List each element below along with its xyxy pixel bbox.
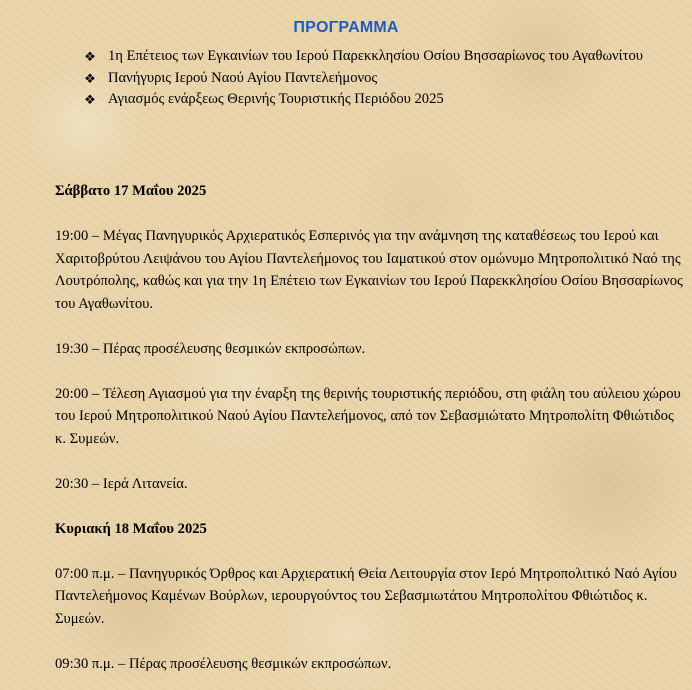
day-heading-sunday: Κυριακή 18 Μαΐου 2025 bbox=[55, 520, 207, 537]
schedule-entry: 20:00 – Τέλεση Αγιασμού για την έναρξη της θερινής τουριστικής περιόδου, στη φιάλη του αύλειου χώρου του Ιερού Μητροπολιτικού Ναού Αγίου Παντελεήμονος, από τον Σεβασμιώτατο Μητροπολίτη Φθιώτιδος κ. Συμεών. bbox=[55, 385, 681, 447]
diamond-bullet-icon: ❖ bbox=[84, 70, 96, 86]
diamond-bullet-icon: ❖ bbox=[84, 49, 96, 64]
list-item-text: Πανήγυρις Ιερού Ναού Αγίου Παντελεήμονος bbox=[108, 69, 378, 86]
schedule-entry: 07:00 π.μ. – Πανηγυρικός Όρθρος και Αρχιερατική Θεία Λειτουργία στον Ιερό Μητροπολιτικό Ναό Αγίου Παντελεήμονος Καμένων Βούρλων, ιερουργούντος του Σεβασμιωτάτου Μητροπολίτου Φθιώτιδος κ. Συμεών. bbox=[55, 565, 677, 627]
diamond-bullet-icon: ❖ bbox=[84, 92, 96, 107]
schedule-entry: 19:30 – Πέρας προσέλευσης θεσμικών εκπροσώπων. bbox=[55, 340, 366, 357]
page-title: ΠΡΟΓΡΑΜΜΑ bbox=[293, 19, 399, 36]
program-highlights-list bbox=[82, 47, 662, 112]
list-item-text: Αγιασμός ενάρξεως Θερινής Τουριστικής Περιόδου 2025 bbox=[108, 91, 444, 107]
schedule-entry: 09:30 π.μ. – Πέρας προσέλευσης θεσμικών εκπροσώπων. bbox=[55, 655, 392, 672]
list-item bbox=[82, 47, 662, 67]
schedule-entry: 19:00 – Μέγας Πανηγυρικός Αρχιερατικός Εσπερινός για την ανάμνηση της καταθέσεως του Ιερού και Χαριτοβρύτου Λειψάνου του Αγίου Παντελεήμονος του Ιαματικού στον ομώνυμο Μητροπολιτικό Ναό της Λουτρόπολης, καθώς και για την 1η Επέτειο των Εγκαινίων του Ιερού Παρεκκλησίου Οσίου Βησσαρίωνος του Αγαθωνίτου. bbox=[55, 228, 683, 312]
day-heading-saturday: Σάββατο 17 Μαΐου 2025 bbox=[55, 183, 207, 199]
list-item bbox=[82, 90, 662, 110]
schedule-body bbox=[55, 180, 685, 675]
list-item bbox=[82, 69, 662, 89]
schedule-entry: 20:30 – Ιερά Λιτανεία. bbox=[55, 475, 188, 492]
list-item-text: 1η Επέτειος των Εγκαινίων του Ιερού Παρεκκλησίου Οσίου Βησσαρίωνος του Αγαθωνίτου bbox=[108, 48, 643, 64]
